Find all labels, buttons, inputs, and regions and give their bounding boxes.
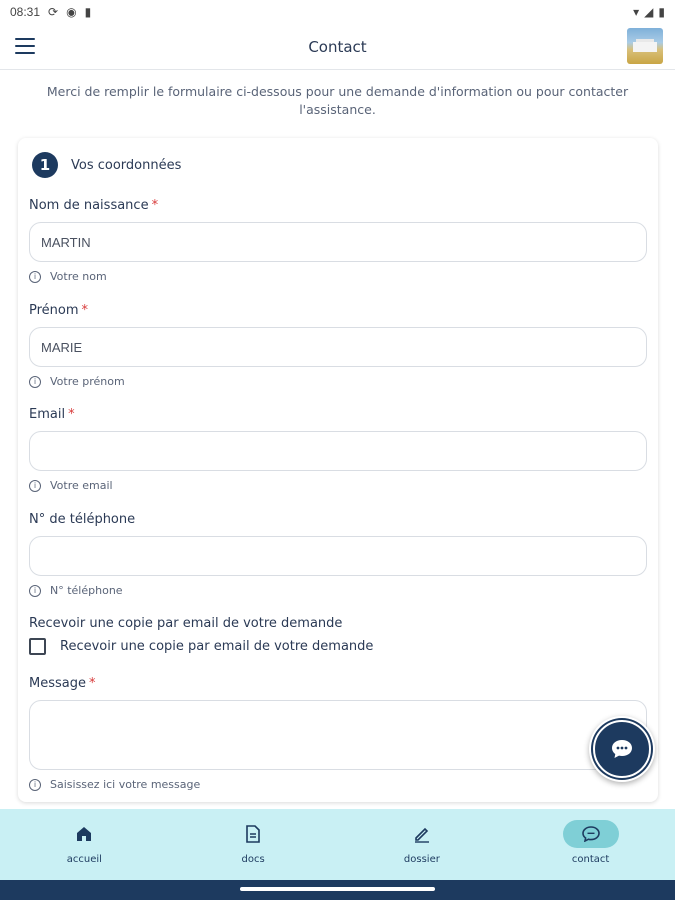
telephone-field-group xyxy=(29,512,647,597)
nav-label: contact xyxy=(571,854,610,865)
contact-form-card xyxy=(18,138,658,802)
chat-bubble-icon xyxy=(593,720,651,778)
nav-item-dossier[interactable] xyxy=(338,809,507,880)
section-header xyxy=(32,152,181,178)
wifi-icon: ▾ xyxy=(633,5,640,19)
message-field-group xyxy=(29,676,647,791)
page-title: Contact xyxy=(308,37,367,56)
copy-title: Recevoir une copie par email de votre demande xyxy=(29,616,343,631)
signal-icon: ◢ xyxy=(644,5,654,19)
copy-section xyxy=(29,616,647,655)
info-icon: i xyxy=(29,376,41,388)
chat-icon xyxy=(563,820,619,848)
prenom-input[interactable] xyxy=(29,327,647,367)
info-icon: i xyxy=(29,271,41,283)
sync-icon: ⟳ xyxy=(48,5,59,19)
required-mark: * xyxy=(151,198,159,213)
gesture-bar xyxy=(0,880,675,900)
nom-field-group xyxy=(29,198,647,283)
info-icon: i xyxy=(29,480,41,492)
message-label: Message * xyxy=(29,676,96,691)
telephone-hint: i N° téléphone xyxy=(29,584,647,597)
chat-fab-button[interactable] xyxy=(589,716,655,782)
step-number-badge: 1 xyxy=(32,152,58,178)
section-title: Vos coordonnées xyxy=(71,157,182,173)
nom-input[interactable] xyxy=(29,222,647,262)
copy-checkbox-row[interactable] xyxy=(29,638,647,655)
nom-label: Nom de naissance * xyxy=(29,198,159,213)
copy-checkbox-label[interactable]: Recevoir une copie par email de votre demande xyxy=(60,639,374,654)
nav-label: docs xyxy=(241,854,265,865)
email-input[interactable] xyxy=(29,431,647,471)
battery-icon: ▮ xyxy=(658,5,665,19)
prenom-label: Prénom * xyxy=(29,303,89,318)
copy-checkbox[interactable] xyxy=(29,638,46,655)
document-icon xyxy=(225,820,281,848)
message-textarea[interactable] xyxy=(29,700,647,770)
nav-item-contact[interactable] xyxy=(506,809,675,880)
info-icon: i xyxy=(29,779,41,791)
status-bar xyxy=(0,0,675,24)
avatar[interactable] xyxy=(627,28,663,64)
required-mark: * xyxy=(68,407,75,422)
vpn-icon: ◉ xyxy=(66,5,77,19)
telephone-input[interactable] xyxy=(29,536,647,576)
email-field-group xyxy=(29,407,647,492)
home-icon xyxy=(56,820,112,848)
intro-text: Merci de remplir le formulaire ci-dessous pour une demande d'information ou pour contacter l'assistance. xyxy=(46,84,629,117)
required-mark: * xyxy=(81,303,89,318)
nom-hint: i Votre nom xyxy=(29,270,647,283)
bottom-nav xyxy=(0,809,675,880)
email-hint: i Votre email xyxy=(29,479,647,492)
app-bar xyxy=(0,24,675,70)
telephone-label: N° de téléphone xyxy=(29,512,136,527)
prenom-hint: i Votre prénom xyxy=(29,375,647,388)
info-icon: i xyxy=(29,585,41,597)
sd-card-icon: ▮ xyxy=(84,5,92,19)
email-label: Email * xyxy=(29,407,75,422)
status-time: 08:31 xyxy=(10,5,41,19)
nav-label: dossier xyxy=(403,854,440,865)
message-hint: i Saisissez ici votre message xyxy=(29,778,647,791)
nav-label: accueil xyxy=(66,854,102,865)
nav-item-accueil[interactable] xyxy=(0,809,169,880)
required-mark: * xyxy=(88,676,96,691)
menu-icon[interactable] xyxy=(15,38,35,54)
gesture-handle[interactable] xyxy=(240,887,435,891)
pencil-icon xyxy=(394,820,450,848)
prenom-field-group xyxy=(29,303,647,388)
nav-item-docs[interactable] xyxy=(169,809,338,880)
